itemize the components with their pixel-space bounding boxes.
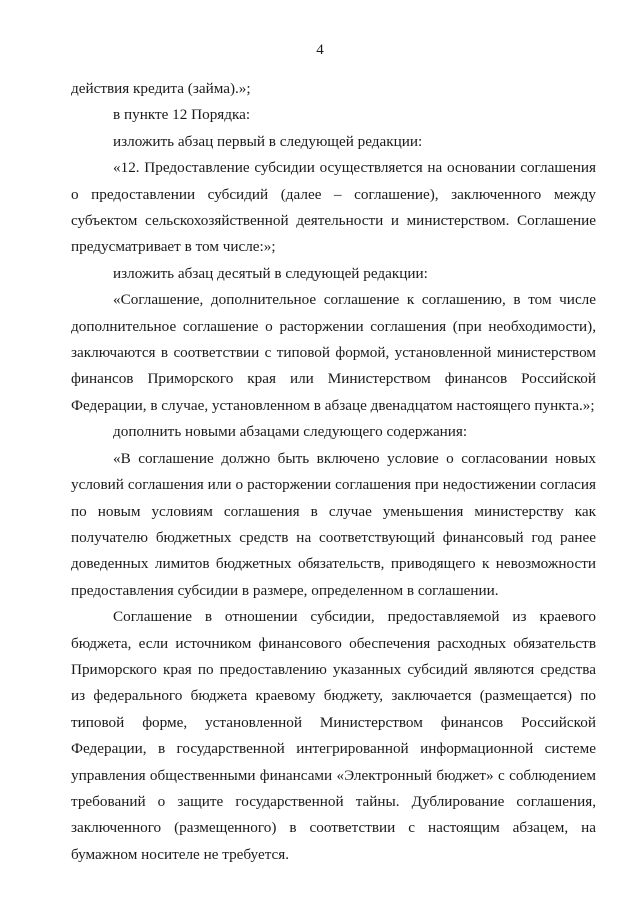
paragraph-agreement-condition: «В соглашение должно быть включено условие о согласовании новых условий соглашения или о расторжении соглашения при недостижении согласия по новым условиям соглашения в случае уменьшения министерству как получателю бюджетных средств на соответствующий финансовый год ранее доведенных лимитов бюджетных обязательств, приводящего к невозможности предоставления субсидии в размере, определенном в соглашении. xyxy=(71,449,596,599)
page-number: 4 xyxy=(316,42,324,58)
document-body xyxy=(71,76,596,868)
paragraph-instruction-tenth: изложить абзац десятый в следующей редакции: xyxy=(113,264,428,282)
paragraph-agreement-forms: «Соглашение, дополнительное соглашение к соглашению, в том числе дополнительное соглашение о расторжении соглашения (при необходимости), заключаются в соответствии с типовой формой, установленной министерством финансов Приморского края или Министерством финансов Российской Федерации, в случае, установленном в абзаце двенадцатом настоящего пункта.»; xyxy=(71,291,596,414)
paragraph-instruction-first: изложить абзац первый в следующей редакции: xyxy=(113,132,423,150)
paragraph-instruction-add: дополнить новыми абзацами следующего содержания: xyxy=(113,423,468,441)
paragraph-item-12-text: «12. Предоставление субсидии осуществляется на основании соглашения о предоставлении субсидий (далее – соглашение), заключенного между субъектом сельскохозяйственной деятельности и министерством. Соглашение предусматривает в том числе:»; xyxy=(71,159,596,256)
paragraph-electronic-budget: Соглашение в отношении субсидии, предоставляемой из краевого бюджета, если источником финансового обеспечения расходных обязательств Приморского края по предоставлению указанных субсидий являются средства из федерального бюджета краевому бюджету, заключается (размещается) по типовой форме, установленной Министерством финансов Российской Федерации, в государственной интегрированной информационной системе управления общественными финансами «Электронный бюджет» с соблюдением требований о защите государственной тайны. Дублирование соглашения, заключенного (размещенного) в соответствии с настоящим абзацем, на бумажном носителе не требуется. xyxy=(71,608,596,863)
paragraph-item-12-heading: в пункте 12 Порядка: xyxy=(113,106,251,124)
paragraph-continuation: действия кредита (займа).»; xyxy=(71,80,251,97)
